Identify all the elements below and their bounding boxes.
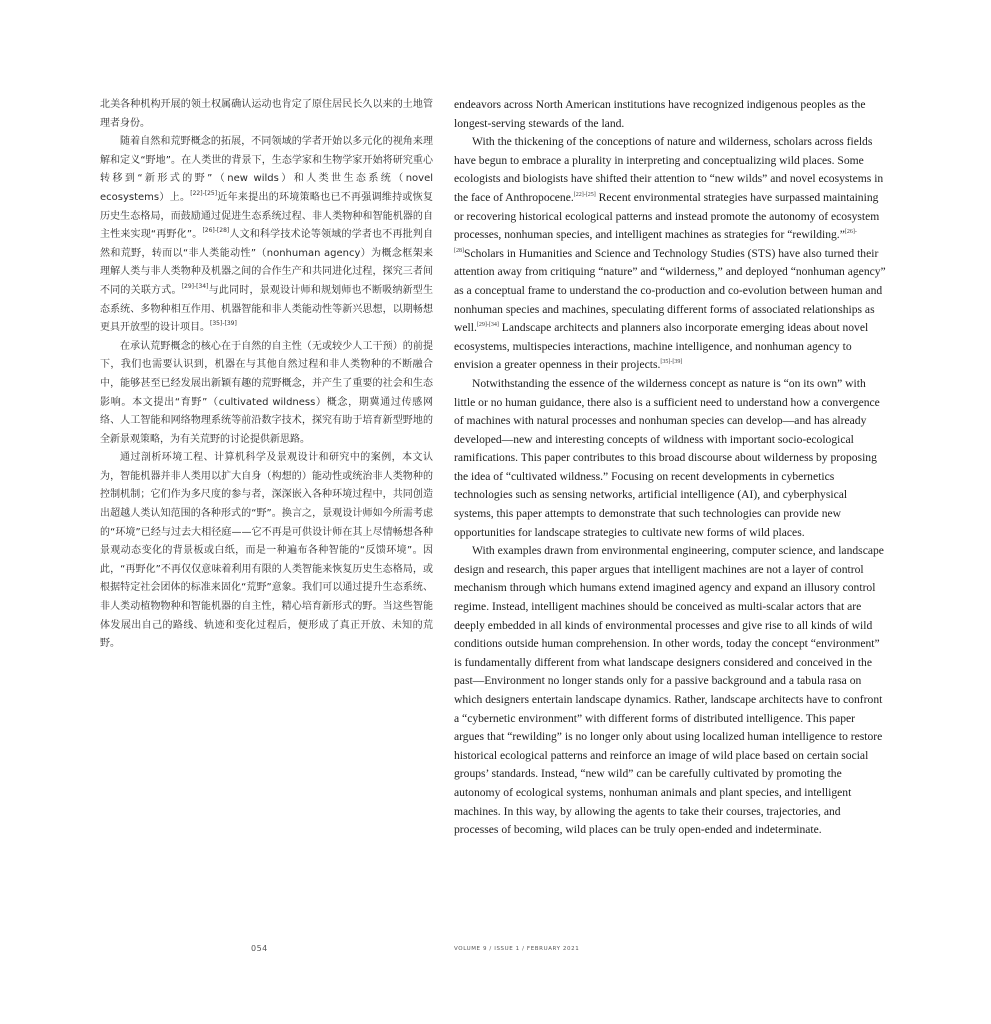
zh-paragraph-4: 通过剖析环境工程、计算机科学及景观设计和研究中的案例，本文认为，智能机器并非人类用以扩大自身（构想的）能动性或统治非人类物种的控制机制；它们作为多尺度的参与者，深深嵌入各种环境过程中，共同创造出超越人类认知范围的各种形式的“野”。换言之，景观设计师如今所需考虑的“环境”已经与过去大相径庭——它不再是可供设计师在其上尽情畅想各种景观动态变化的背景板或白纸，而是一种遍布各种智能的“反馈环境”。因此，“再野化”不再仅仅意味着利用有限的人类智能来恢复历史生态格局，或根据特定社会团体的标准来固化“荒野”意象。我们可以通过提升生态系统、非人类动植物物种和智能机器的自主性，精心培育新形式的野。当这些智能体发展出自己的路线、轨迹和变化过程后，便形成了真正开放、未知的荒野。	[100, 452, 433, 650]
citation: [26]-[28]	[454, 229, 857, 254]
zh-paragraph-1: 北美各种机构开展的领土权属确认运动也肯定了原住居民长久以来的土地管理者身份。	[100, 99, 433, 129]
citation: [22]-[25]	[190, 189, 218, 197]
zh-paragraph-3: 在承认荒野概念的核心在于自然的自主性（无或较少人工干预）的前提下，我们也需要认识到，机器在与其他自然过程和非人类物种的不断融合中，能够甚至已经发展出新颖有趣的荒野概念，并产生了重要的社会和生态影响。本文提出“育野”（cultivated wildness）概念，期冀通过传感网络、人工智能和网络物理系统等前沿数字技术，探究有助于培育新型野地的全新景观策略，为有关荒野的讨论提供新思路。	[100, 340, 433, 445]
citation: [35]-[39]	[210, 320, 237, 328]
en-paragraph-1: endeavors across North American institutions have recognized indigenous peoples as the longest-serving stewards of the land.	[454, 98, 866, 130]
zh-paragraph-2: 随着自然和荒野概念的拓展，不同领域的学者开始以多元化的视角来理解和定义“野地”。在人类世的背景下，生态学家和生物学家开始将研究重心转移到“新形式的野”（new wilds）和人类世生态系统（novel ecosystems）上。[22]-[25]近年来提出的环境策略也已不再强调维持或恢复历史生态格局，而鼓励通过促进生态系统过程、非人类物种和智能机器的自主性来实现“再野化”。[26]-[28]人文和科学技术论等领域的学者也不再批判自然和荒野，转而以“非人类能动性”（nonhuman agency）为概念框架来理解人类与非人类物种及机器之间的合作生产和共同进化过程，探究三者间不同的关联方式。[29]-[34]与此同时，景观设计师和规划师也不断吸纳新型生态系统、多物种相互作用、机器智能和非人类能动性等新兴思想，以期畅想更具开放型的设计项目。[35]-[39]	[100, 136, 434, 334]
en-paragraph-2: With the thickening of the conceptions of nature and wilderness, scholars across fields have begun to embrace a plurality in interpreting and conceptualizing wild places. Some ecologists and biologists have shifted their attention to “new wilds” and novel ecosystems in the face of Anthropocene.[22]-[25] Recent environmental strategies have surpassed maintaining or recovering historical ecological patterns and instead promote the autonomy of ecosystem processes, nonhuman species, and intelligent machines as strategies for “rewilding.”[26]-[28]Scholars in Humanities and Science and Technology Studies (STS) have also turned their attention away from critiquing “nature” and “wilderness,” and deployed “nonhuman agency” as a conceptual frame to understand the co-production and co-evolution between human and nonhuman species and machines, speculating different forms of associated relationships as well.[29]-[34] Landscape architects and planners also incorporate emerging ideas about novel ecosystems, multispecies interactions, machine intelligence, and nonhuman agency to envision a greater openness in their projects.[35]-[39]	[454, 135, 886, 372]
page-number: 054	[251, 944, 268, 953]
english-text-column	[454, 96, 886, 840]
citation: [22]-[25]	[573, 191, 596, 198]
en-paragraph-4: With examples drawn from environmental engineering, computer science, and landscape design and research, this paper argues that intelligent machines are not a layer of control mechanism through which humans extend imagined agency and expand an illusory control regime. Instead, intelligent machines should be conceived as multi-scalar actors that are deeply embedded in all kinds of environmental processes and give rise to all kinds of wild conditions outside human comprehension. In other words, today the concept “environment” is fundamentally different from what landscape designers considered and conceived in the past—Environment no longer stands only for a passive background and a tabula rasa on which designers entertain landscape dynamics. Rather, landscape architects have to confront a “cybernetic environment” with different forms of distributed intelligence. This paper argues that “rewilding” is no longer only about using localized human intelligence to restore historical ecological patterns and reinforce an image of wild place based on certain social groups’ standards. Instead, “new wild” can be carefully cultivated by promoting the autonomy of ecological systems, nonhuman animals and plant species, and intelligent machines. In this way, by allowing the agents to take their courses, trajectories, and processes of becoming, wild places can be truly open-ended and indeterminate.	[454, 544, 884, 837]
citation: [26]-[28]	[202, 227, 230, 235]
en-paragraph-3: Notwithstanding the essence of the wilderness concept as nature is “on its own” with little or no human guidance, there also is a sufficient need to understand how a convergence of machines with natural processes and nonhuman species can develop—and has already developed—new and interesting concepts of wildness with important socio-ecological ramifications. This paper contributes to this broad discourse about wilderness by proposing the idea of “cultivated wildness.” Focusing on recent developments in cybernetics technologies such as sensing networks, artificial intelligence (AI), and cyberphysical systems, this paper attempts to demonstrate that such technologies can provide new opportunities for landscape strategies to cultivate new forms of wild places.	[454, 376, 880, 539]
chinese-text-column	[100, 96, 433, 654]
citation: [35]-[39]	[660, 359, 683, 366]
citation: [29]-[34]	[181, 282, 209, 290]
volume-issue-info: VOLUME 9 / ISSUE 1 / FEBRUARY 2021	[454, 946, 580, 952]
citation: [29]-[34]	[476, 322, 499, 329]
